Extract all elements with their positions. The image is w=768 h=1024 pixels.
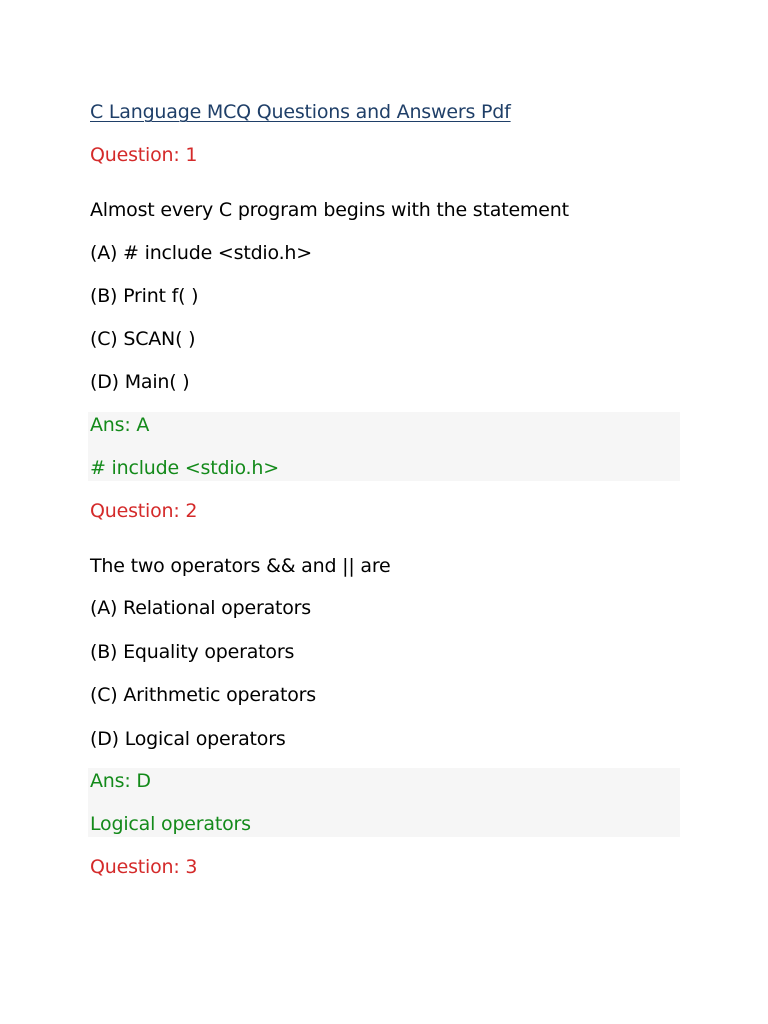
question-2-prompt: The two operators && and || are xyxy=(90,555,391,577)
question-1-option-d: (D) Main( ) xyxy=(90,371,190,393)
question-1-option-a: (A) # include <stdio.h> xyxy=(90,242,312,264)
question-1-label: Question: 1 xyxy=(90,144,198,166)
question-3-label: Question: 3 xyxy=(90,856,198,878)
question-1-prompt: Almost every C program begins with the statement xyxy=(90,199,569,221)
question-2-option-b: (B) Equality operators xyxy=(90,641,295,663)
question-1-answer-label: Ans: A xyxy=(90,414,150,436)
question-2-answer-label: Ans: D xyxy=(90,770,151,792)
question-2-label: Question: 2 xyxy=(90,500,198,522)
question-1-option-c: (C) SCAN( ) xyxy=(90,328,196,350)
question-2-option-a: (A) Relational operators xyxy=(90,597,311,619)
question-2-option-d: (D) Logical operators xyxy=(90,728,286,750)
question-2-answer-text: Logical operators xyxy=(90,813,251,835)
question-1-answer-text: # include <stdio.h> xyxy=(90,457,279,479)
question-1-option-b: (B) Print f( ) xyxy=(90,285,199,307)
document-title[interactable]: C Language MCQ Questions and Answers Pdf xyxy=(90,101,511,123)
question-2-option-c: (C) Arithmetic operators xyxy=(90,684,316,706)
